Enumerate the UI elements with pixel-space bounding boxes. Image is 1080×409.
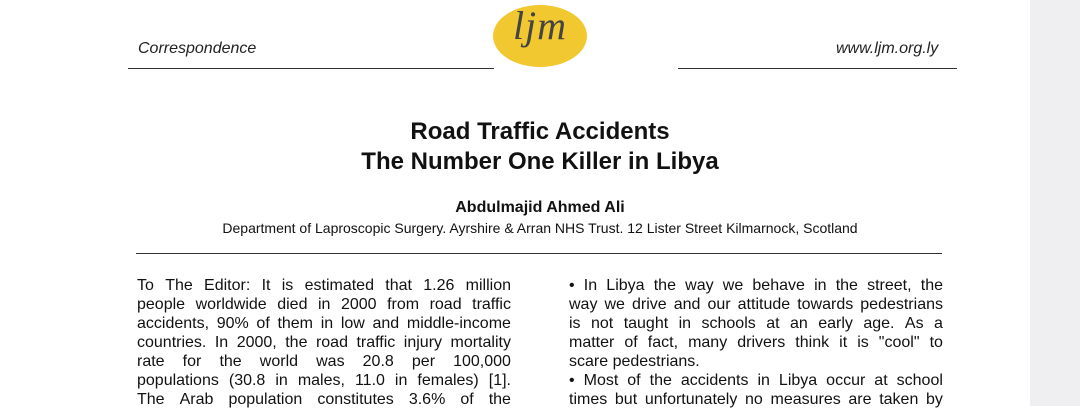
word: no — [745, 391, 763, 408]
word: injury — [403, 334, 443, 351]
title-divider — [136, 253, 942, 254]
word: the — [835, 277, 858, 294]
word: [1]. — [488, 372, 511, 389]
text-line — [137, 314, 511, 333]
word: age. — [863, 315, 895, 332]
word: from — [387, 296, 420, 313]
word: in — [678, 315, 692, 332]
word: but — [614, 391, 638, 408]
word: low — [340, 315, 365, 332]
word: at — [874, 372, 888, 389]
journal-website: www.ljm.org.ly — [836, 40, 939, 57]
word: schools — [701, 315, 756, 332]
word: school — [896, 372, 943, 389]
word: behave — [752, 277, 805, 294]
word: and — [673, 296, 701, 313]
word: of — [627, 372, 641, 389]
word: towards — [797, 296, 854, 313]
word: 3.6% — [408, 391, 446, 408]
word: them — [277, 315, 314, 332]
word: think — [795, 334, 830, 351]
word: taken — [879, 391, 919, 408]
word: in — [757, 372, 770, 389]
word: way — [569, 296, 598, 313]
word: taught — [623, 315, 669, 332]
word: early — [818, 315, 853, 332]
word: it — [839, 334, 848, 351]
word: in — [814, 277, 827, 294]
text-line — [569, 371, 943, 390]
word: attitude — [737, 296, 791, 313]
word: fact, — [647, 334, 679, 351]
text-line — [569, 276, 943, 295]
word: by — [926, 391, 943, 408]
text-line — [569, 314, 943, 333]
word: an — [789, 315, 808, 332]
word: times — [569, 391, 608, 408]
word: worldwide — [195, 296, 267, 313]
text-line — [569, 333, 943, 352]
word: the — [653, 277, 676, 294]
word: mortality — [450, 334, 511, 351]
word: "cool" — [878, 334, 920, 351]
word: world — [259, 353, 299, 370]
word: traffic — [472, 296, 511, 313]
word: we — [604, 296, 625, 313]
word: 2000 — [340, 296, 377, 313]
word: of — [256, 315, 270, 332]
word: 100,000 — [453, 353, 511, 370]
word: estimated — [304, 277, 374, 294]
header-rule-left — [128, 68, 494, 69]
word: It — [261, 277, 271, 294]
author-affiliation: Department of Laproscopic Surgery. Ayrshire & Arran NHS Trust. 12 Lister Street Kilmarnock, Scotland — [222, 220, 858, 236]
word: occur — [826, 372, 866, 389]
word: of — [460, 391, 474, 408]
word: • — [569, 277, 575, 294]
text-line — [137, 295, 511, 314]
word: Most — [583, 372, 619, 389]
word: traffic — [356, 334, 396, 351]
word: In — [583, 277, 598, 294]
word: In — [214, 334, 229, 351]
article-title-line-2: The Number One Killer in Libya — [361, 148, 719, 175]
word: in — [275, 372, 288, 389]
word: to — [929, 334, 943, 351]
word: and — [372, 315, 400, 332]
text-line — [137, 276, 511, 295]
word: 20.8 — [362, 353, 394, 370]
word: per — [411, 353, 436, 370]
text-line — [137, 371, 511, 390]
word: the — [488, 391, 511, 408]
word: The — [137, 391, 165, 408]
word: measures — [770, 391, 841, 408]
word: that — [385, 277, 412, 294]
word: (30.8 — [228, 372, 266, 389]
text-line — [137, 390, 511, 409]
journal-logo-text: ljm — [512, 3, 568, 48]
word: As — [904, 315, 924, 332]
word: in — [320, 315, 334, 332]
word: is — [281, 277, 294, 294]
word: pedestrians — [860, 296, 943, 313]
word: is — [569, 315, 581, 332]
text-line — [569, 390, 943, 409]
text-line — [137, 333, 511, 352]
word: rate — [137, 353, 165, 370]
word: drivers — [737, 334, 786, 351]
word: million — [465, 277, 511, 294]
word: road — [429, 296, 462, 313]
word: The — [165, 277, 193, 294]
word: many — [688, 334, 728, 351]
word: the — [219, 353, 242, 370]
word: way — [685, 277, 714, 294]
word: constitutes — [317, 391, 394, 408]
word: unfortunately — [644, 391, 738, 408]
word: population — [228, 391, 303, 408]
word: drive — [632, 296, 667, 313]
word: Libya — [778, 372, 818, 389]
word: is — [857, 334, 869, 351]
word: road — [315, 334, 348, 351]
word: in — [317, 296, 331, 313]
word: countries. — [137, 334, 207, 351]
word: 11.0 — [354, 372, 385, 389]
word: accidents — [680, 372, 749, 389]
section-label: Correspondence — [138, 40, 257, 57]
word: the — [649, 372, 672, 389]
word: at — [766, 315, 780, 332]
word: accidents, — [137, 315, 210, 332]
word: 1.26 — [423, 277, 455, 294]
body-column-left — [137, 276, 511, 409]
word: Arab — [179, 391, 214, 408]
word: was — [316, 353, 345, 370]
header-rule-right — [678, 68, 957, 69]
word: To — [137, 277, 154, 294]
word: we — [722, 277, 744, 294]
word: 90% — [216, 315, 249, 332]
word: • — [569, 372, 575, 389]
word: of — [624, 334, 638, 351]
body-column-right — [569, 276, 943, 409]
text-line — [137, 352, 511, 371]
word: in — [394, 372, 408, 389]
word: females) — [417, 372, 479, 389]
word: the — [920, 277, 943, 294]
word: our — [707, 296, 731, 313]
word: Libya — [606, 277, 645, 294]
word: people — [137, 296, 186, 313]
word: the — [285, 334, 308, 351]
article-title-line-1: Road Traffic Accidents — [410, 118, 670, 145]
word: died — [277, 296, 308, 313]
text-line: scare pedestrians. — [569, 353, 700, 370]
word: for — [182, 353, 202, 370]
word: matter — [569, 334, 615, 351]
author-name: Abdulmajid Ahmed Ali — [455, 199, 625, 216]
word: a — [934, 315, 943, 332]
text-line — [569, 295, 943, 314]
word: populations — [137, 372, 219, 389]
word: are — [848, 391, 872, 408]
word: males, — [297, 372, 345, 389]
word: 2000, — [236, 334, 277, 351]
word: Editor: — [204, 277, 251, 294]
word: middle-income — [406, 315, 511, 332]
word: not — [591, 315, 614, 332]
word: street, — [867, 277, 912, 294]
